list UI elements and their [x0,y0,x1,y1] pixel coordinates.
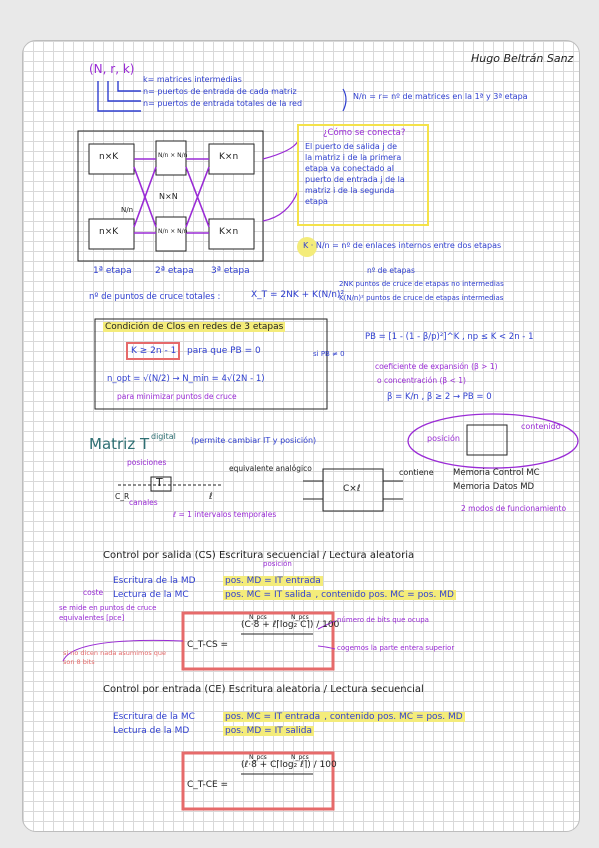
read-mc-label: Lectura de la MC [113,590,189,600]
write-mc-extra: , contenido pos. MC = pos. MD [324,712,463,722]
matrix-t-title: Matriz T [89,435,150,453]
read-md-label: Lectura de la MD [113,726,190,736]
memory-data: Memoria Datos MD [453,482,535,492]
write-mc-value: pos. MC = IT entrada [225,712,321,722]
nk-label: N/n [121,206,134,214]
stage-1-label: 1ª etapa [93,266,132,276]
pb-note: si PB ≠ 0 [313,350,345,358]
stages-note: nº de etapas [367,266,415,275]
t-block-label: T [156,476,163,489]
contenido-label: contenido [521,422,561,431]
pb-formula: PB = [1 - (1 - β/p)²]^K , np ≤ K < 2n - 1 [365,332,534,342]
author-name: Hugo Beltrán Sanz [471,52,574,65]
equivalent-label: equivalente analógico [229,464,312,473]
right-matrix-bottom: K×n [219,227,239,237]
memory-control: Memoria Control MC [453,468,540,478]
beta-formula: β = K/n , β ≥ 2 → PB = 0 [387,392,492,402]
k-definition: k= matrices intermedias [143,75,242,84]
clos-condition: K ≥ 2n - 1 [131,346,177,356]
connect-line: El puerto de salida j de [305,142,398,151]
ce-npc2: N_pcs [291,754,309,761]
write-md-value: pos. MD = IT entrada [225,576,321,586]
write-md-label: Escritura de la MD [113,576,196,586]
clos-condition-note: para que PB = 0 [187,346,261,356]
digital-label: digital [151,432,176,441]
connect-line: etapa va conectado al [305,164,395,173]
cost-note: se mide en puntos de cruce equivalentes [pce] [59,604,157,622]
n-optimal: n_opt = √(N/2) → N_min = 4√(2N - 1) [107,374,265,384]
control-salida-title: Control por salida (CS) Escritura secuencial / Lectura aleatoria [103,550,415,561]
contiene-label: contiene [399,468,434,477]
n-definition: n= puertos de entrada totales de la red [143,99,303,108]
connect-line: puerto de entrada j de la [305,175,405,184]
crosspoints-term2: K(N/n)² puntos de cruce de etapas intermedias [339,294,504,302]
control-entrada-title: Control por entrada (CE) Escritura aleatoria / Lectura secuencial [103,684,424,695]
cs-formula: (C·8 + ℓ⌈log₂ C⌉) / 100 [241,620,340,630]
stage-3-label: 3ª etapa [211,266,250,276]
ceil-label: cogemos la parte entera superior [337,644,455,652]
posicion-label: posición [427,434,460,443]
digital-note: (permite cambiar IT y posición) [191,436,317,445]
cs-formula-lhs: C_T-CS = [187,640,229,650]
cost-label: coste [83,588,104,597]
left-matrix-top: n×K [99,152,119,162]
n-optimal-note: para minimizar puntos de cruce [117,392,237,401]
mid-matrix-top: N/n × N/n [158,152,188,159]
mid-center-label: N×N [159,192,178,201]
ce-npc1: N_pcs [249,754,267,761]
concentration-note: o concentración (β < 1) [377,376,466,385]
connect-question: ¿Cómo se conecta? [323,128,406,138]
connect-line: la matriz i de la primera [305,153,402,162]
cs-npc1: N_pcs [249,614,267,621]
intervals-label: ℓ = 1 intervalos temporales [173,510,277,519]
links-formula: K · N/n = nº de enlaces internos entre dos etapas [303,241,502,250]
crosspoints-formula: X_T = 2NK + K(N/n)² [251,290,345,300]
bits-note: si no dicen nada asumimos que son 8 bits [63,649,167,666]
connect-line: etapa [305,197,328,206]
ce-formula: (ℓ·8 + C⌈log₂ ℓ⌉) / 100 [241,760,337,770]
l-label: ℓ [209,492,213,502]
connect-explanation [305,141,427,207]
clos-title: Condición de Clos en redes de 3 etapas [105,322,284,332]
cs-npc2: N_pcs [291,614,309,621]
expansion-note: coeficiente de expansión (β > 1) [375,362,498,371]
bits-label: número de bits que ocupa [337,616,429,624]
ratio-formula: N/n = r= nº de matrices en la 1ª y 3ª etapa [353,92,528,101]
connect-line: matriz i de la segunda [305,186,395,195]
right-matrix-top: K×n [219,152,239,162]
notebook-page [22,40,580,832]
read-mc-value: pos. MC = IT salida [225,590,312,600]
ce-formula-lhs: C_T-CE = [187,780,229,790]
mid-matrix-bottom: N/n × N/n [158,228,188,235]
stage-2-label: 2ª etapa [155,266,194,276]
canales-label: canales [129,498,158,507]
cr-label: C_R [115,492,130,501]
crosspoints-term1: 2NK puntos de cruce de etapas no intermedias [339,280,504,288]
write-mc-label: Escritura de la MC [113,712,195,722]
crosspoints-label: nº de puntos de cruce totales : [89,292,221,302]
posiciones-label: posiciones [127,458,167,467]
cxl-label: C×ℓ [343,484,361,494]
read-md-value: pos. MD = IT salida [225,726,313,736]
nrk-tuple: (N, r, k) [89,62,135,76]
modes-note: 2 modos de funcionamiento [461,504,567,513]
left-matrix-bottom: n×K [99,227,119,237]
read-mc-extra: , contenido pos. MC = pos. MD [315,590,454,600]
r-definition: n= puertos de entrada de cada matriz [143,87,297,96]
posicion-note: posición [263,560,292,568]
